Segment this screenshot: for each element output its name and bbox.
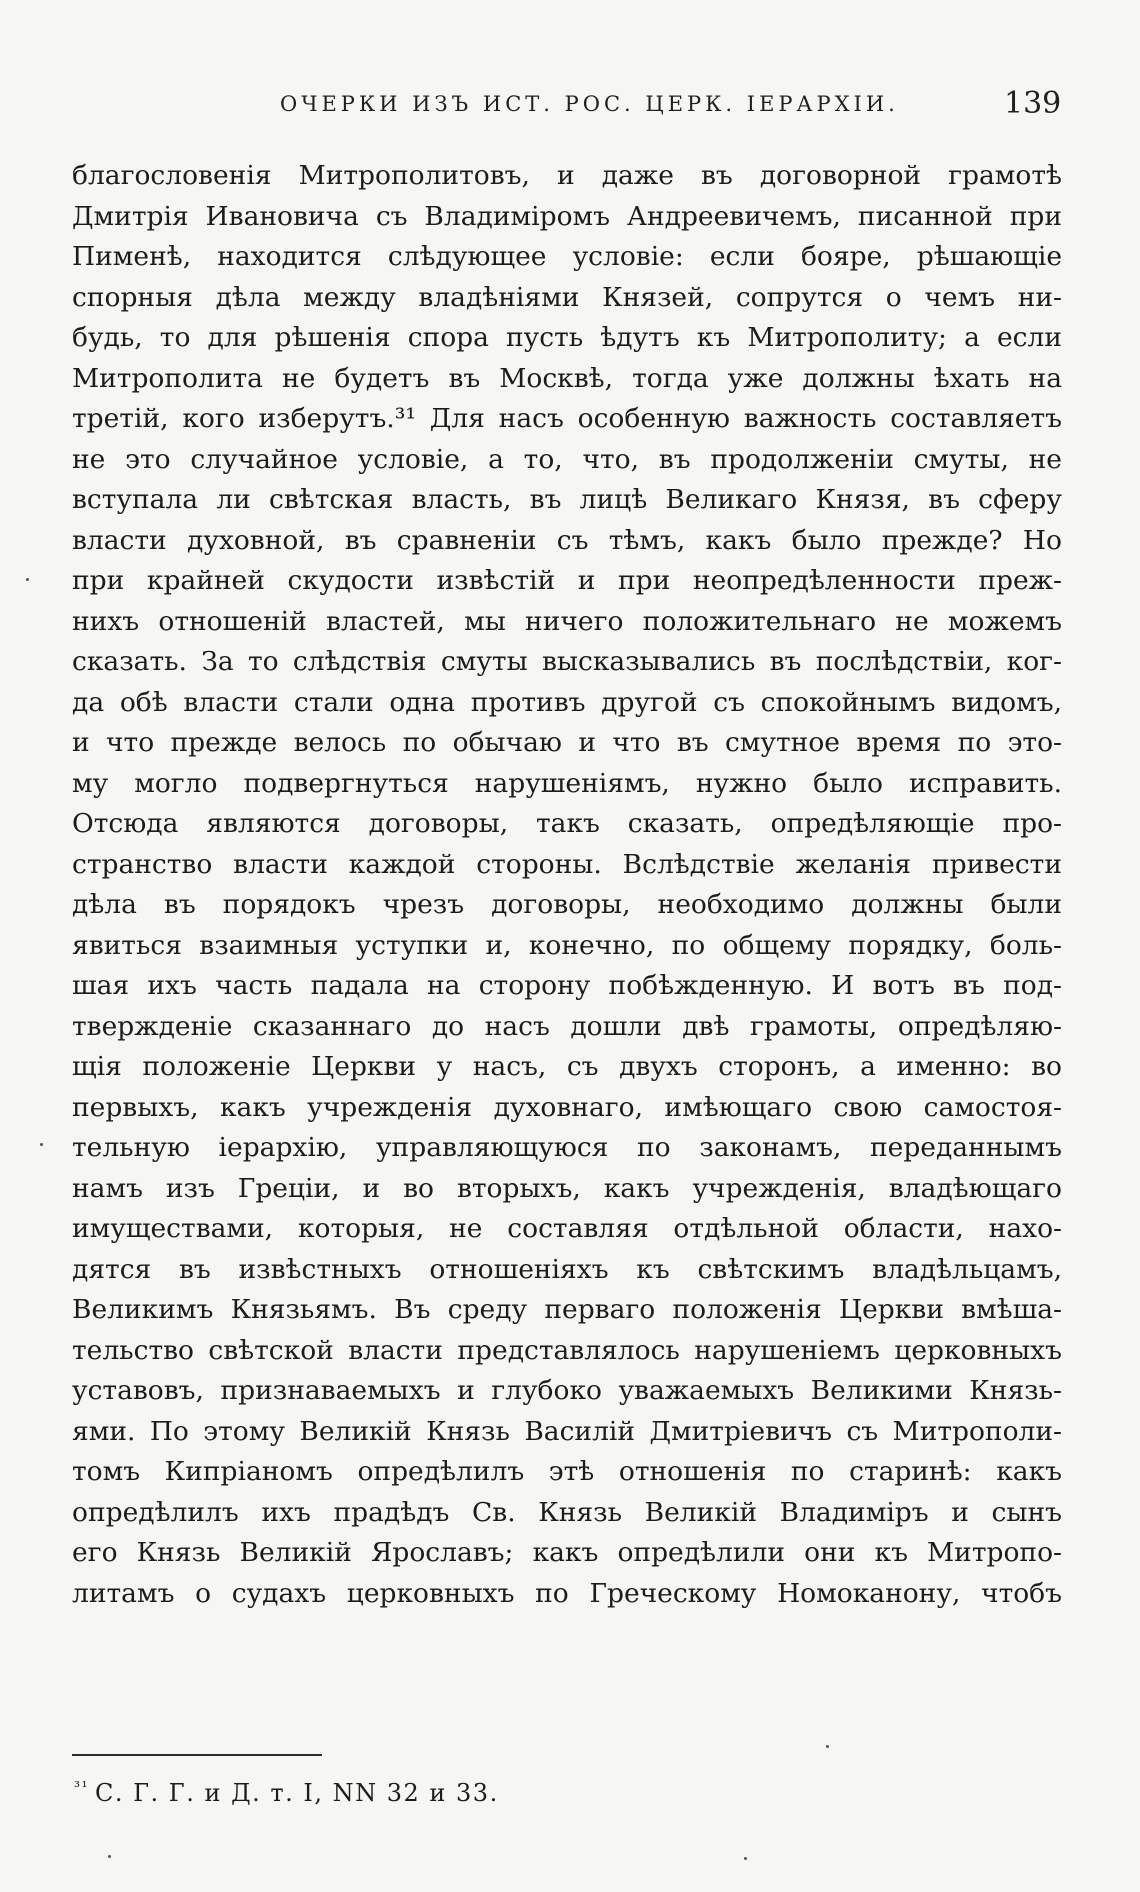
footnote-text: С. Г. Г. и Д. т. I, NN 32 и 33. <box>95 1779 499 1807</box>
text-line: дятся въ извѣстныхъ отношеніяхъ къ свѣтскимъ владѣльцамъ, <box>72 1253 1062 1285</box>
scan-speck <box>826 1745 829 1748</box>
footnote-marker: ³¹ <box>74 1778 90 1796</box>
text-line: шая ихъ часть падала на сторону побѣжденную. И вотъ въ под- <box>72 970 1062 1001</box>
text-line: не это случайное условіе, а то, что, въ продолженіи смуты, не <box>72 443 1062 475</box>
text-line: странство власти каждой стороны. Вслѣдствіе желанія привести <box>72 848 1062 880</box>
footnote <box>74 1778 499 1807</box>
text-line: его Князь Великій Ярославъ; какъ опредѣлили они къ Митропо- <box>72 1537 1062 1568</box>
scan-speck <box>744 1857 747 1860</box>
text-line: твержденіе сказаннаго до насъ дошли двѣ грамоты, опредѣляю- <box>72 1010 1062 1042</box>
body-text <box>72 156 1062 1614</box>
text-line: при крайней скудости извѣстій и при неопредѣленности преж- <box>72 565 1062 596</box>
text-line: Великимъ Князьямъ. Въ среду перваго положенія Церкви вмѣша- <box>72 1294 1062 1325</box>
text-line: му могло подвергнуться нарушеніямъ, нужно было исправить. <box>72 767 1062 799</box>
text-line: благословенія Митрополитовъ, и даже въ договорной грамотѣ <box>72 160 1062 191</box>
text-line: Митрополита не будетъ въ Москвѣ, тогда уже должны ѣхать на <box>72 362 1062 394</box>
text-line: томъ Кипріаномъ опредѣлилъ этѣ отношенія по старинѣ: какъ <box>72 1456 1062 1487</box>
text-line: тельство свѣтской власти представлялось нарушеніемъ церковныхъ <box>72 1334 1062 1366</box>
text-line: литамъ о судахъ церковныхъ по Греческому Номоканону, чтобъ <box>72 1577 1062 1609</box>
text-line: будь, то для рѣшенія спора пусть ѣдутъ къ Митрополиту; а если <box>72 322 1062 353</box>
text-line: нихъ отношеній властей, мы ничего положительнаго не можемъ <box>72 605 1062 637</box>
scan-speck <box>40 1143 43 1146</box>
text-line: уставовъ, признаваемыхъ и глубоко уважаемыхъ Великими Князь- <box>72 1375 1062 1406</box>
text-line: первыхъ, какъ учрежденія духовнаго, имѣющаго свою самостоя- <box>72 1091 1062 1123</box>
text-line: Дмитрія Ивановича съ Владиміромъ Андреевичемъ, писанной при <box>72 200 1062 232</box>
scan-speck <box>26 578 29 581</box>
text-line: сказать. За то слѣдствія смуты высказывались въ послѣдствіи, ког- <box>72 646 1062 677</box>
footnote-divider <box>72 1754 322 1756</box>
text-line: власти духовной, въ сравненіи съ тѣмъ, какъ было прежде? Но <box>72 524 1062 556</box>
text-line: вступала ли свѣтская власть, въ лицѣ Великаго Князя, въ сферу <box>72 484 1062 515</box>
text-line: опредѣлилъ ихъ прадѣдъ Св. Князь Великій Владиміръ и сынъ <box>72 1496 1062 1528</box>
text-line: ями. По этому Великій Князь Василій Дмитріевичъ съ Митрополи- <box>72 1415 1062 1447</box>
text-line: спорныя дѣла между владѣніями Князей, сопрутся о чемъ ни- <box>72 281 1062 313</box>
text-line: третій, кого изберутъ.³¹ Для насъ особенную важность составляетъ <box>72 403 1062 434</box>
scan-speck <box>108 1855 111 1858</box>
text-line: явиться взаимныя уступки и, конечно, по общему порядку, боль- <box>72 929 1062 961</box>
page-number: 139 <box>1004 86 1062 121</box>
text-line: тельную іерархію, управляющуюся по законамъ, переданнымъ <box>72 1132 1062 1163</box>
text-line: да обѣ власти стали одна противъ другой съ спокойнымъ видомъ, <box>72 686 1062 718</box>
text-line: Отсюда являются договоры, такъ сказать, опредѣляющіе про- <box>72 808 1062 839</box>
text-line: намъ изъ Греціи, и во вторыхъ, какъ учрежденія, владѣющаго <box>72 1172 1062 1204</box>
text-line: Пименѣ, находится слѣдующее условіе: если бояре, рѣшающіе <box>72 241 1062 272</box>
text-line: дѣла въ порядокъ чрезъ договоры, необходимо должны были <box>72 889 1062 920</box>
text-line: имуществами, которыя, не составляя отдѣльной области, нахо- <box>72 1213 1062 1244</box>
text-line: и что прежде велось по обычаю и что въ смутное время по это- <box>72 727 1062 758</box>
running-head: ОЧЕРКИ ИЗЪ ИСТ. РОС. ЦЕРК. IЕРАРХIИ. <box>280 92 899 116</box>
text-line: щія положеніе Церкви у насъ, съ двухъ сторонъ, а именно: во <box>72 1051 1062 1082</box>
